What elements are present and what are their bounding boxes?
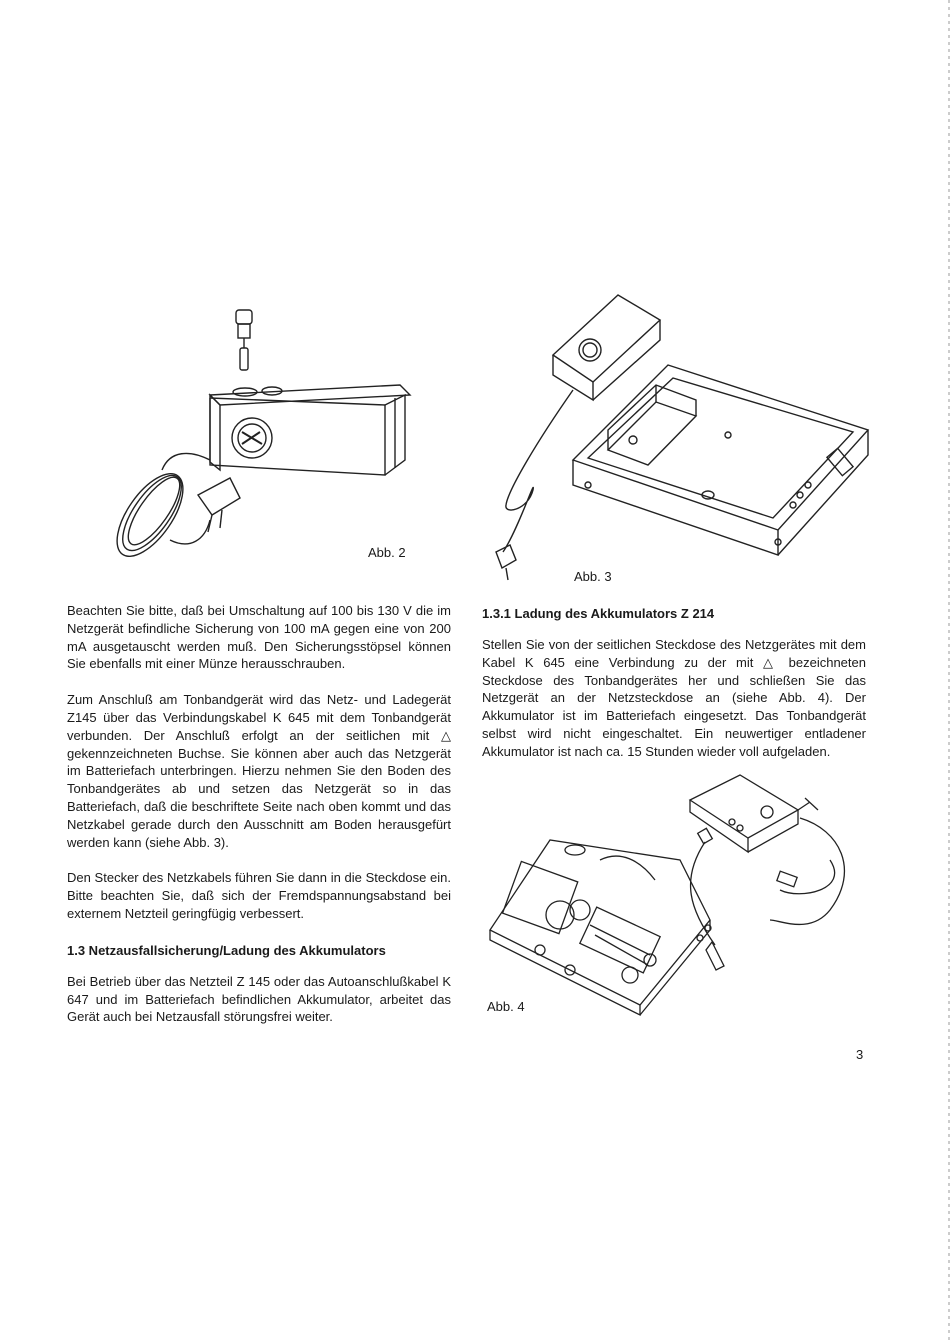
figure-2-caption: Abb. 2 xyxy=(368,545,406,560)
left-column xyxy=(67,602,451,1044)
right-column xyxy=(482,606,866,779)
battery-compartment-illustration xyxy=(478,290,878,590)
paragraph-plug: Den Stecker des Netzkabels führen Sie dann in die Steckdose ein. Bitte beachten Sie, daß sich der Fremdspannungsabstand bei externem Netzteil geringfügig verbessert. xyxy=(67,870,451,921)
paragraph-power-failure: Bei Betrieb über das Netzteil Z 145 oder das Autoanschlußkabel K 647 und im Batteriefach befindlichen Akkumulator, arbeitet das Gerät auch bei Netzausfall störungsfrei weiter. xyxy=(67,973,451,1025)
charging-setup-illustration xyxy=(480,770,880,1020)
figure-4 xyxy=(480,770,880,1020)
paragraph-charging: Stellen Sie von der seitlichen Steckdose des Netzgerätes mit dem Kabel K 645 eine Verbindung zu der mit △ bezeichneten Steckdose des Tonbandgerätes her und schließen Sie das Netzgerät an der Netzsteckdose an (siehe Abb. 4). Der Akkumulator ist im Batteriefach eingesetzt. Das Tonbandgerät selbst wird nicht eingeschaltet. Ein neuwertiger entladener Akkumulator ist nach ca. 15 Stunden wieder voll aufgeladen. xyxy=(482,637,866,759)
figure-3-caption: Abb. 3 xyxy=(574,569,612,584)
paragraph-fuse: Beachten Sie bitte, daß bei Umschaltung auf 100 bis 130 V die im Netzgerät befindliche Sicherung von 100 mA gegen eine von 200 mA ausgetauscht werden muß. Den Sicherungsstöpsel können Sie ebenfalls mit einer Münze herausschrauben. xyxy=(67,603,451,672)
page-number: 3 xyxy=(856,1047,864,1062)
power-supply-illustration xyxy=(100,300,420,570)
figure-4-caption: Abb. 4 xyxy=(487,999,525,1014)
section-heading-1-3: 1.3 Netzausfallsicherung/Ladung des Akkumulators xyxy=(67,942,386,958)
section-heading-1-3-1: 1.3.1 Ladung des Akkumulators Z 214 xyxy=(482,606,715,621)
paragraph-connection: Zum Anschluß am Tonbandgerät wird das Netz- und Ladegerät Z145 über das Verbindungskabel K 645 mit dem Tonbandgerät verbunden. Der Anschluß erfolgt an der seitlichen mit △ gekennzeichneten Buchse. Sie können aber auch das Netzgerät im Batteriefach unterbringen. Hierzu nehmen Sie den Boden des Tonbandgerätes ab und setzen das Netzgerät so in das Batteriefach, daß die beschriftete Seite nach oben kommt und das Netzkabel gerade durch den Ausschnitt am Boden herausgefürt werden kann (siehe Abb. 3). xyxy=(67,692,451,850)
figure-3 xyxy=(478,290,878,590)
figure-2 xyxy=(100,300,420,570)
